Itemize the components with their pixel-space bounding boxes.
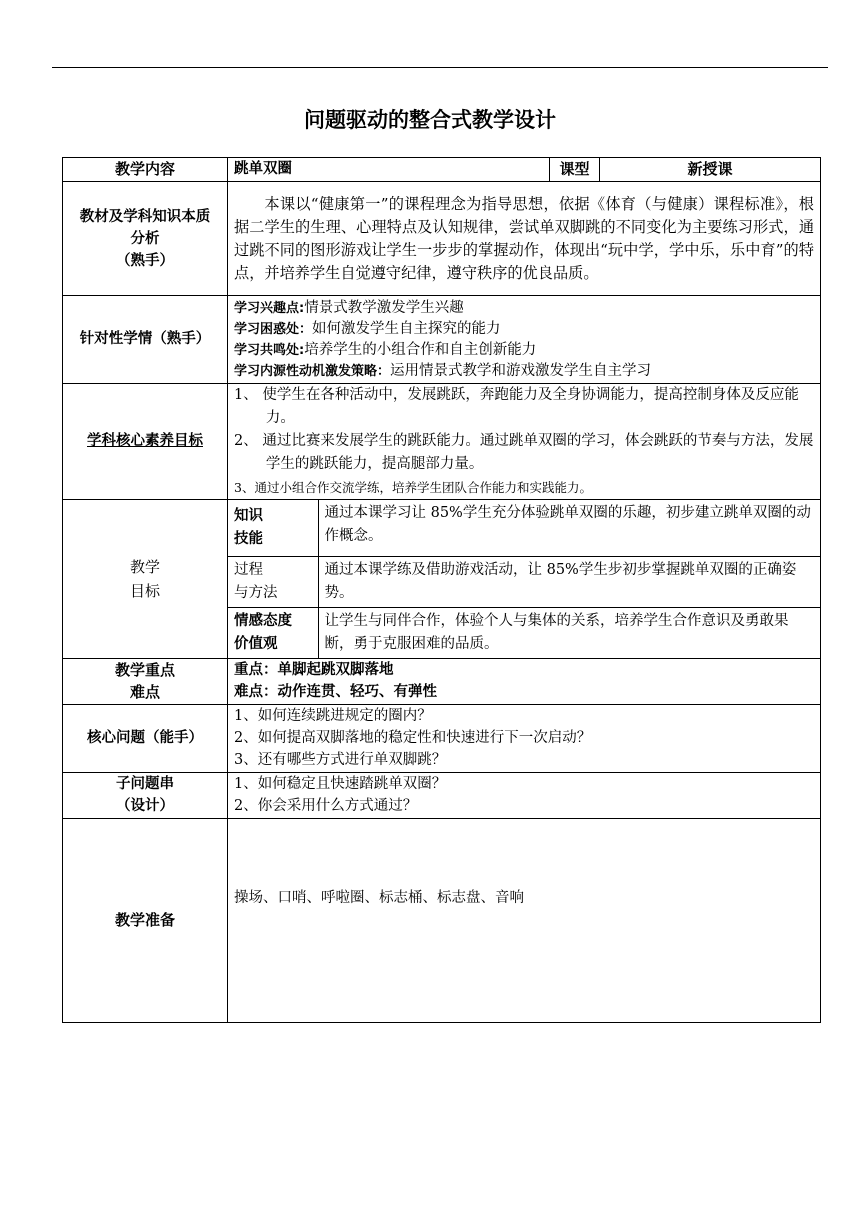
preparation-text: 操场、口哨、呼啦圈、标志桶、标志盘、音响	[228, 818, 821, 1022]
sub-questions-row	[63, 772, 821, 818]
goal-label-line2: 与方法	[234, 584, 278, 601]
goal-label-line2: 价值观	[234, 635, 278, 652]
key-points-cell	[228, 658, 821, 704]
goal-label	[228, 556, 318, 607]
key-points-row	[63, 658, 821, 704]
goals-label-line2: 目标	[129, 581, 160, 600]
material-text: 本课以“健康第一”的课程理念为指导思想，依据《体育（与健康）课程标准》，根据二学生的生理、心理特点及认知规律，尝试单双脚跳的不同变化为主要练习形式，通过跳不同的图形游戏让学生一步步的掌握动作，体现出“玩中学，学中乐，乐中育”的特点，并培养学生自觉遵守纪律，遵守秩序的优良品质。	[234, 194, 814, 282]
learner-item-key: 学习兴趣点:	[234, 300, 305, 316]
lesson-plan-table	[62, 157, 821, 1023]
goal-label-line1: 情感态度	[234, 612, 292, 629]
key-points-label	[63, 658, 228, 704]
core-literacy-label-cell	[63, 384, 228, 500]
lesson-type-label: 课型	[550, 158, 600, 182]
teaching-focus: 重点：单脚起跳双脚落地	[234, 662, 394, 678]
goal-label	[228, 607, 318, 658]
preparation-label: 教学准备	[63, 818, 228, 1022]
learner-cell	[228, 296, 821, 384]
learner-item-key: 学习共鸣处:	[234, 342, 305, 358]
sub-question-item: 1、如何稳定且快速踏跳单双圈？	[234, 775, 447, 792]
learner-label: 针对性学情（熟手）	[63, 296, 228, 384]
teaching-difficulty: 难点：动作连贯、轻巧、有弹性	[234, 684, 437, 700]
goals-label	[63, 500, 228, 659]
core-literacy-item: 3、通过小组合作交流学练，培养学生团队合作能力和实践能力。	[234, 480, 592, 495]
goal-text: 通过本课学习让 85%学生充分体验跳单双圈的乐趣，初步建立跳单双圈的动作概念。	[318, 500, 820, 556]
sub-question-item: 2、你会采用什么方式通过？	[234, 797, 418, 814]
learner-item-value: 运用情景式教学和游戏激发学生自主学习	[390, 362, 652, 379]
goal-label	[228, 500, 318, 556]
core-literacy-row	[63, 384, 821, 500]
core-question-item: 1、如何连续跳进规定的圈内？	[234, 708, 432, 724]
goal-text: 让学生与同伴合作，体验个人与集体的关系，培养学生合作意识及勇敢果断，勇于克服困难的品质。	[318, 607, 820, 658]
learner-item	[234, 340, 814, 361]
learner-item-value: 情景式教学激发学生兴趣	[304, 299, 464, 316]
learner-item	[234, 298, 814, 319]
goal-row	[228, 556, 820, 607]
material-label-line1: 教材及学科知识本质	[79, 208, 211, 225]
lesson-type-value: 新授课	[600, 158, 821, 182]
preparation-row	[63, 818, 821, 1022]
core-question-item: 3、还有哪些方式进行单双脚跳？	[234, 752, 447, 768]
goal-row	[228, 500, 820, 556]
learner-item-key: 学习困惑处：	[234, 321, 313, 337]
goal-label-line2: 技能	[234, 530, 263, 547]
learner-item	[234, 361, 814, 382]
sub-questions-cell	[228, 772, 821, 818]
core-literacy-item: 1、 使学生在各种活动中，发展跳跃，奔跑能力及全身协调能力，提高控制身体及反应能力。	[234, 387, 799, 426]
goal-label-line1: 过程	[234, 561, 263, 578]
core-questions-row	[63, 704, 821, 772]
goal-text: 通过本课学练及借助游戏活动，让 85%学生步初步掌握跳单双圈的正确姿势。	[318, 556, 820, 607]
goal-label-line1: 知识	[234, 507, 263, 524]
key-points-label-line2: 难点	[129, 683, 160, 701]
content-label: 教学内容	[63, 158, 228, 182]
header-rule	[52, 67, 828, 68]
material-label-line2: 分析	[130, 230, 160, 247]
core-questions-label: 核心问题（能手）	[63, 704, 228, 772]
core-question-item: 2、如何提高双脚落地的稳定性和快速进行下一次启动？	[234, 730, 592, 746]
learner-item-value: 如何激发学生自主探究的能力	[312, 320, 501, 337]
document-title: 问题驱动的整合式教学设计	[304, 108, 556, 132]
learner-item-key: 学习内源性动机激发策略：	[234, 363, 391, 379]
learner-row	[63, 296, 821, 384]
core-questions-cell	[228, 704, 821, 772]
goal-row	[228, 607, 820, 658]
goals-subtable	[228, 500, 820, 658]
goals-row	[63, 500, 821, 659]
goals-label-line1: 教学	[129, 557, 160, 576]
learner-item-value: 培养学生的小组合作和自主创新能力	[304, 341, 537, 358]
content-row	[63, 158, 821, 182]
material-label-line3: （熟手）	[116, 252, 174, 269]
material-text-cell	[228, 182, 821, 296]
goals-cell	[228, 500, 821, 659]
core-literacy-item: 2、 通过比赛来发展学生的跳跃能力。通过跳单双圈的学习，体会跳跃的节奏与方法，发展学生的跳跃能力，提高腿部力量。	[234, 433, 814, 472]
sub-questions-label-line1: 子问题串	[116, 776, 174, 792]
sub-questions-label	[63, 772, 228, 818]
content-value: 跳单双圈	[228, 158, 550, 182]
material-label	[63, 182, 228, 296]
key-points-label-line1: 教学重点	[114, 661, 175, 679]
core-literacy-cell	[228, 384, 821, 500]
material-row	[63, 182, 821, 296]
sub-questions-label-line2: （设计）	[116, 798, 174, 814]
core-literacy-label: 学科核心素养目标	[87, 433, 203, 449]
learner-item	[234, 319, 814, 340]
